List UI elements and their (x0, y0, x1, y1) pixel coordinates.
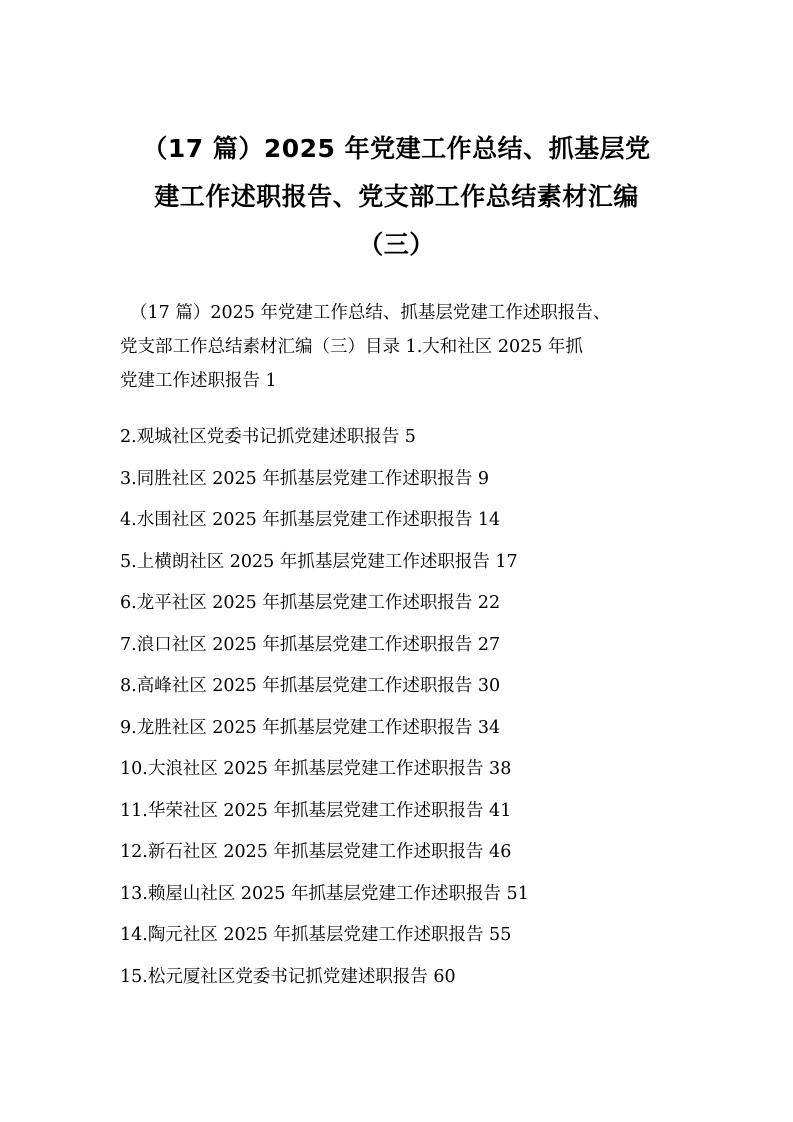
title-line: （17 篇）2025 年党建工作总结、抓基层党 (142, 134, 651, 163)
intro-line: 党支部工作总结素材汇编（三）目录 1.大和社区 2025 年抓 (120, 337, 583, 357)
intro-line: 党建工作述职报告 1 (120, 371, 277, 391)
toc-entry: 15.松元厦社区党委书记抓党建述职报告 60 (120, 966, 456, 987)
toc-entry: 8.高峰社区 2025 年抓基层党建工作述职报告 30 (120, 676, 501, 696)
toc-entry: 11.华荣社区 2025 年抓基层党建工作述职报告 41 (120, 800, 512, 821)
intro-paragraph (120, 296, 680, 398)
title-line: （三） (358, 230, 435, 259)
toc-entry: 9.龙胜社区 2025 年抓基层党建工作述职报告 34 (120, 717, 501, 738)
toc-entry: 6.龙平社区 2025 年抓基层党建工作述职报告 22 (120, 593, 501, 613)
document-title (100, 125, 693, 269)
toc-entry: 3.同胜社区 2025 年抓基层党建工作述职报告 9 (120, 468, 490, 489)
toc-entry: 13.赖屋山社区 2025 年抓基层党建工作述职报告 51 (120, 883, 529, 904)
table-of-contents (120, 421, 680, 1002)
toc-entry: 4.水围社区 2025 年抓基层党建工作述职报告 14 (120, 510, 501, 530)
title-line: 建工作述职报告、党支部工作总结素材汇编 (154, 182, 639, 211)
intro-line: （17 篇）2025 年党建工作总结、抓基层党建工作述职报告、 (130, 303, 611, 323)
toc-entry: 10.大浪社区 2025 年抓基层党建工作述职报告 38 (120, 759, 512, 779)
toc-entry: 2.观城社区党委书记抓党建述职报告 5 (120, 427, 416, 447)
toc-entry: 12.新石社区 2025 年抓基层党建工作述职报告 46 (120, 842, 512, 862)
toc-entry: 7.浪口社区 2025 年抓基层党建工作述职报告 27 (120, 634, 501, 655)
toc-entry: 5.上横朗社区 2025 年抓基层党建工作述职报告 17 (120, 551, 518, 572)
toc-entry: 14.陶元社区 2025 年抓基层党建工作述职报告 55 (120, 925, 512, 945)
